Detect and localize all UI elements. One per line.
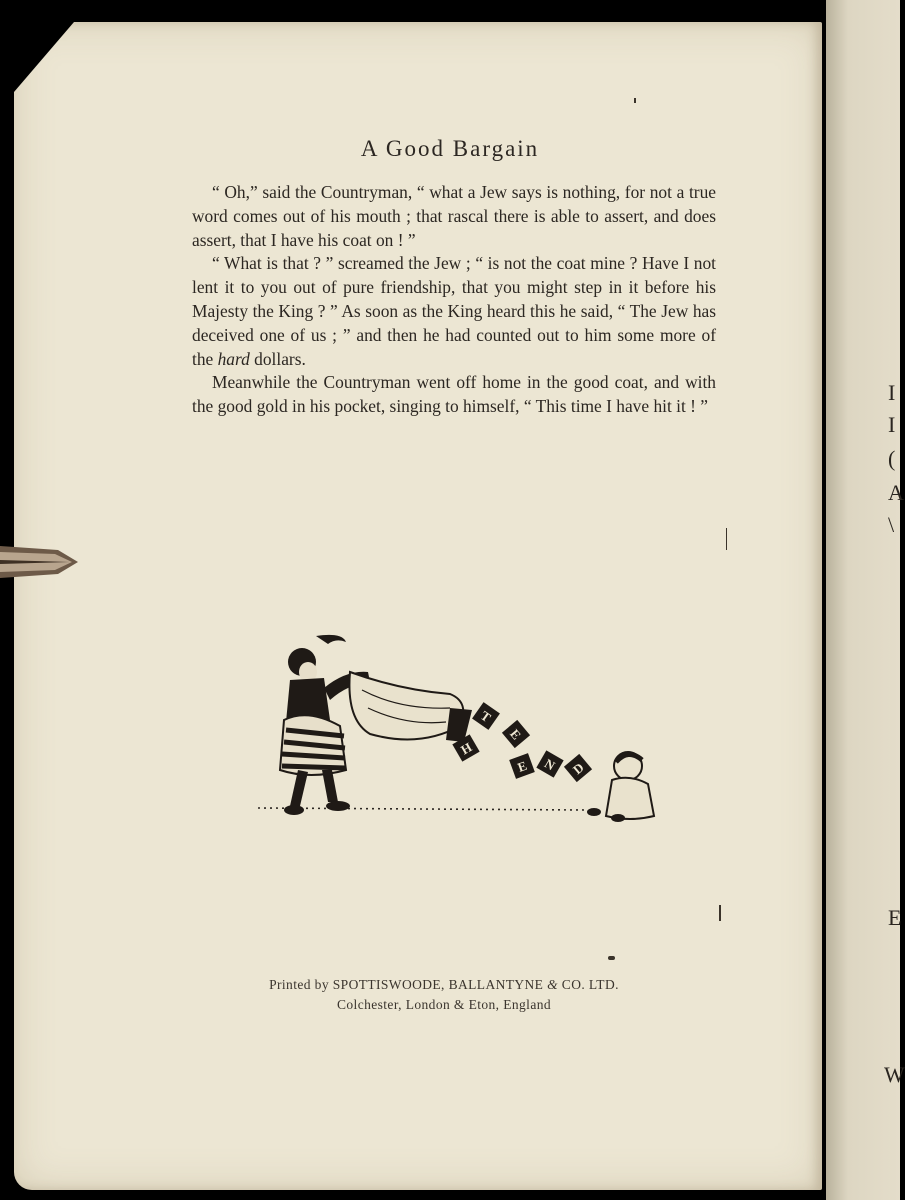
page-speck <box>726 528 727 550</box>
the-end-letter-blocks <box>452 702 592 782</box>
paragraph-text: “ What is that ? ” screamed the Jew ; “ is not the coat mine ? Have I not lent it to you out of pure friendship, that you might step in it before his Majesty the King ? ” As soon as the King heard this he said, “ The Jew has deceived one of us ; ” and then he had counted out to him some more of the <box>192 253 716 369</box>
paragraph: “ Oh,” said the Countryman, “ what a Jew says is nothing, for not a true word comes out of his mouth ; that rascal there is able to assert, and does assert, that I have his coat on ! ” <box>192 182 716 250</box>
page-speck <box>634 98 636 103</box>
letter-block: H <box>458 739 475 758</box>
letter-block: T <box>477 707 494 726</box>
imprint-text: & <box>543 977 562 992</box>
italic-word: hard <box>217 348 250 369</box>
page-speck <box>608 956 615 960</box>
page-speck <box>719 905 721 921</box>
page-title: A Good Bargain <box>360 136 540 161</box>
imprint-text: Printed by <box>269 977 333 992</box>
next-page-glyph: ( <box>888 446 896 471</box>
cloak-icon <box>349 672 472 742</box>
paragraph: Meanwhile the Countryman went off home in the good coat, and with the good gold in his pocket, singing to himself, “ This time I have hit it ! ” <box>192 372 716 417</box>
dotted-ground-line <box>258 808 585 810</box>
the-end-illustration <box>250 630 670 830</box>
story-text <box>192 181 716 419</box>
imprint-line <box>0 975 888 995</box>
next-page-glyph: I <box>888 412 896 437</box>
letter-block: N <box>541 755 558 774</box>
letter-block: E <box>507 726 525 743</box>
next-page-edge <box>826 0 905 1200</box>
letter-block: E <box>515 757 529 776</box>
baby-figure-icon <box>587 752 654 822</box>
jester-figure-icon <box>280 635 370 815</box>
next-page-glyph: W <box>884 1062 905 1087</box>
imprint-line: Colchester, London & Eton, England <box>336 997 552 1012</box>
paragraph <box>192 252 716 371</box>
imprint-text: CO. LTD. <box>561 977 619 992</box>
bookmark-icon <box>0 540 80 584</box>
imprint-text: SPOTTISWOODE, BALLANTYNE <box>332 977 544 992</box>
page-corner <box>14 22 74 92</box>
printer-imprint <box>0 975 888 1015</box>
next-page-glyph: A <box>888 480 904 505</box>
paragraph-text: dollars. <box>249 348 306 369</box>
next-page-glyph: E <box>888 905 902 930</box>
next-page-glyph: \ <box>888 512 895 537</box>
next-page-glyph: I <box>888 380 896 405</box>
letter-block: D <box>569 759 587 778</box>
